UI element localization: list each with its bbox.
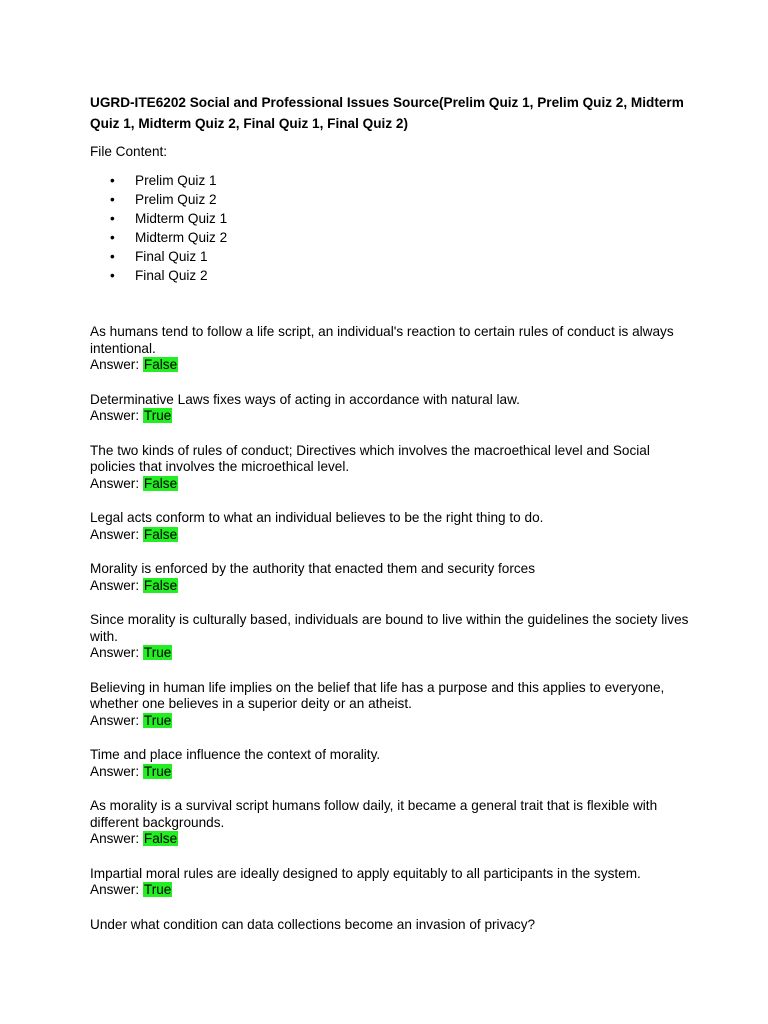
answer-label: Answer: xyxy=(90,526,143,542)
question-item xyxy=(90,324,690,374)
answer-line xyxy=(90,578,690,595)
question-item xyxy=(90,561,690,594)
answer-line xyxy=(90,476,690,493)
question-item xyxy=(90,866,690,899)
question-text: The two kinds of rules of conduct; Directives which involves the macroethical level and Social policies that involves the microethical level. xyxy=(90,442,650,474)
document-title: UGRD-ITE6202 Social and Professional Issues Source(Prelim Quiz 1, Prelim Quiz 2, Midterm Quiz 1, Midterm Quiz 2, Final Quiz 1, Final Quiz 2) xyxy=(90,95,684,131)
question-text: Legal acts conform to what an individual believes to be the right thing to do. xyxy=(90,510,544,525)
question-item xyxy=(90,443,690,493)
answer-value: True xyxy=(143,408,172,423)
list-item: • Prelim Quiz 2 xyxy=(110,192,217,207)
question-item xyxy=(90,747,690,780)
question-text: Time and place influence the context of morality. xyxy=(90,747,381,762)
answer-label: Answer: xyxy=(90,831,143,846)
answer-line xyxy=(90,882,690,899)
question-text: As morality is a survival script humans follow daily, it became a general trait that is flexible with different backgrounds. xyxy=(90,798,658,830)
file-content-list xyxy=(90,171,690,285)
file-content-label: File Content: xyxy=(90,144,168,159)
question-item xyxy=(90,392,690,425)
answer-label: Answer: xyxy=(90,712,143,728)
answer-label: Answer: xyxy=(90,357,143,372)
answer-line xyxy=(90,831,690,848)
answer-label: Answer: xyxy=(90,763,143,779)
question-text: Since morality is culturally based, individuals are bound to live within the guidelines the society lives with. xyxy=(90,612,689,644)
answer-value: False xyxy=(143,831,178,846)
question-text: Under what condition can data collections become an invasion of privacy? xyxy=(90,916,536,932)
answer-line xyxy=(90,713,690,730)
answer-line xyxy=(90,527,690,544)
question-list xyxy=(90,324,690,933)
question-text: Impartial moral rules are ideally designed to apply equitably to all participants in the system. xyxy=(90,865,641,881)
answer-label: Answer: xyxy=(90,408,143,423)
question-text: Determinative Laws fixes ways of acting in accordance with natural law. xyxy=(90,391,520,407)
answer-value: True xyxy=(143,763,172,779)
question-item xyxy=(90,612,690,662)
list-item: • Final Quiz 2 xyxy=(110,268,208,283)
question-item xyxy=(90,510,690,543)
answer-value: True xyxy=(143,712,172,728)
list-item: • Prelim Quiz 1 xyxy=(110,173,217,188)
question-item xyxy=(90,680,690,730)
list-item: • Final Quiz 1 xyxy=(110,249,208,264)
answer-value: True xyxy=(143,882,172,897)
document-page xyxy=(90,92,690,951)
bullet-icon: • xyxy=(110,268,115,283)
list-item: • Midterm Quiz 1 xyxy=(110,211,228,226)
question-text: As humans tend to follow a life script, an individual's reaction to certain rules of conduct is always intentional. xyxy=(90,324,674,356)
answer-label: Answer: xyxy=(90,645,143,660)
list-item: • Midterm Quiz 2 xyxy=(110,230,228,245)
answer-label: Answer: xyxy=(90,577,143,593)
answer-label: Answer: xyxy=(90,475,143,491)
question-item xyxy=(90,798,690,848)
answer-line xyxy=(90,764,690,781)
answer-line xyxy=(90,408,690,425)
answer-line xyxy=(90,645,690,662)
answer-label: Answer: xyxy=(90,882,143,897)
bullet-icon: • xyxy=(110,249,115,264)
answer-value: True xyxy=(143,645,172,660)
answer-value: False xyxy=(143,357,178,372)
answer-value: False xyxy=(143,475,178,491)
bullet-icon: • xyxy=(110,173,115,188)
question-text: Morality is enforced by the authority that enacted them and security forces xyxy=(90,561,536,576)
bullet-icon: • xyxy=(110,192,115,207)
question-text: Believing in human life implies on the belief that life has a purpose and this applies to everyone, whether one believes in a superior deity or an atheist. xyxy=(90,679,665,711)
answer-line xyxy=(90,357,690,374)
bullet-icon: • xyxy=(110,211,115,226)
bullet-icon: • xyxy=(110,230,115,245)
answer-value: False xyxy=(143,526,178,542)
question-item xyxy=(90,917,690,934)
answer-value: False xyxy=(143,577,178,593)
